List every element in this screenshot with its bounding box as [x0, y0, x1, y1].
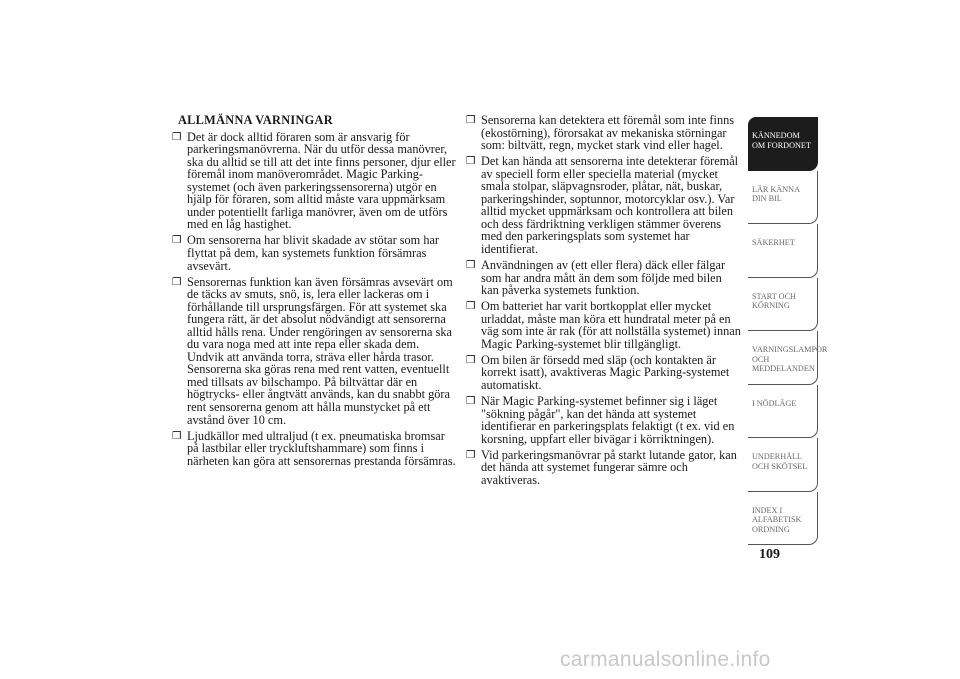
- list-item: ❒ Sensorerna kan detektera ett föremål som inte finns (ekostörning), förorsakat av mekaniska störningar som: biltvätt, regn, mycket stark vind eller hagel.: [466, 114, 742, 152]
- warning-list-right: [466, 114, 742, 486]
- tab-varningslampor[interactable]: VARNINGSLAMPOR OCH MEDDELANDEN: [748, 331, 818, 385]
- tab-index[interactable]: INDEX I ALFABETISK ORDNING: [748, 492, 818, 546]
- list-item: ❒ Det är dock alltid föraren som är ansvarig för parkeringsmanövrerna. När du utför dessa manövrer, ska du alltid se till att det inte finns personer, djur eller föremål inom manöverområdet. Magic Parking-systemet (och även parkeringssensorerna) utgör en hjälp för föraren, som alltid måste vara uppmärksam under potentiellt farliga manövrer, även om de utförs med en låg hastighet.: [172, 131, 456, 231]
- list-item: ❒ Om sensorerna har blivit skadade av stötar som har flyttat på dem, kan systemets funktion försämras avsevärt.: [172, 234, 456, 272]
- list-item: ❒ Användningen av (ett eller flera) däck eller fälgar som har andra mått än dem som följde med bilen kan påverka systemets funktion.: [466, 259, 742, 297]
- list-item: ❒ Om batteriet har varit bortkopplat eller mycket urladdat, måste man köra ett hundratal meter på en väg som inte är rak (för att nollställa systemet) innan Magic Parking-systemet blir tillgängligt.: [466, 300, 742, 350]
- list-item: ❒ Om bilen är försedd med släp (och kontakten är korrekt isatt), avaktiveras Magic Parking-systemet automatiskt.: [466, 354, 742, 392]
- list-item: ❒ Vid parkeringsmanövrar på starkt lutande gator, kan det hända att systemet fungerar sämre och avaktiveras.: [466, 449, 742, 487]
- chapter-tabs: [748, 117, 828, 545]
- right-column: [466, 114, 742, 490]
- tab-start-och-korning[interactable]: START OCH KÖRNING: [748, 278, 818, 332]
- left-column: [172, 114, 456, 471]
- tab-sakerhet[interactable]: SÄKERHET: [748, 224, 818, 278]
- list-item: ❒ När Magic Parking-systemet befinner sig i läget "sökning pågår", kan det hända att systemet identifierar en parkeringsplats felaktigt (t ex. vid en korsning, uppfart eller bivägar i körriktningen).: [466, 395, 742, 445]
- tab-lar-kanna-din-bil[interactable]: LÄR KÄNNA DIN BIL: [748, 171, 818, 225]
- tab-underhall-och-skotsel[interactable]: UNDERHÅLL OCH SKÖTSEL: [748, 438, 818, 492]
- tab-kannedom-om-fordonet[interactable]: KÄNNEDOM OM FORDONET: [748, 117, 818, 171]
- warning-list-left: [172, 131, 456, 468]
- tab-i-nodlage[interactable]: I NÖDLÄGE: [748, 385, 818, 439]
- list-item: ❒ Det kan hända att sensorerna inte detekterar föremål av speciell form eller speciella material (mycket smala stolpar, släpvagnsroder, plåtar, nät, buskar, parkeringshinder, soptunnor, motorcyklar osv.). Var alltid mycket uppmärksam och kontrollera att bilen och dess färdriktning verkligen stämmer överens med den parkeringsplats som systemet har identifierat.: [466, 155, 742, 255]
- list-item: ❒ Ljudkällor med ultraljud (t ex. pneumatiska bromsar på lastbilar eller tryckluftshammare) som finns i närheten kan göra att sensorernas prestanda försämras.: [172, 430, 456, 468]
- page-number: 109: [759, 547, 780, 562]
- section-heading: ALLMÄNNA VARNINGAR: [178, 113, 333, 127]
- watermark: carmanualsonline.info: [560, 648, 771, 671]
- list-item: ❒ Sensorernas funktion kan även försämras avsevärt om de täcks av smuts, snö, is, lera eller lackeras om i förhållande till ursprungsfärgen. För att systemet ska fungera rätt, är det absolut nödvändigt att sensorerna alltid hålls rena. Under rengöringen av sensorerna ska du vara noga med att inte repa eller skada dem. Undvik att använda torra, sträva eller hårda trasor. Sensorerna ska göras rena med rent vatten, eventuellt med tillsats av bilschampo. På biltvättar där en högtrycks- eller ångtvätt används, kan du snabbt göra rent sensorerna genom att hålla munstycket på ett avstånd över 10 cm.: [172, 276, 456, 427]
